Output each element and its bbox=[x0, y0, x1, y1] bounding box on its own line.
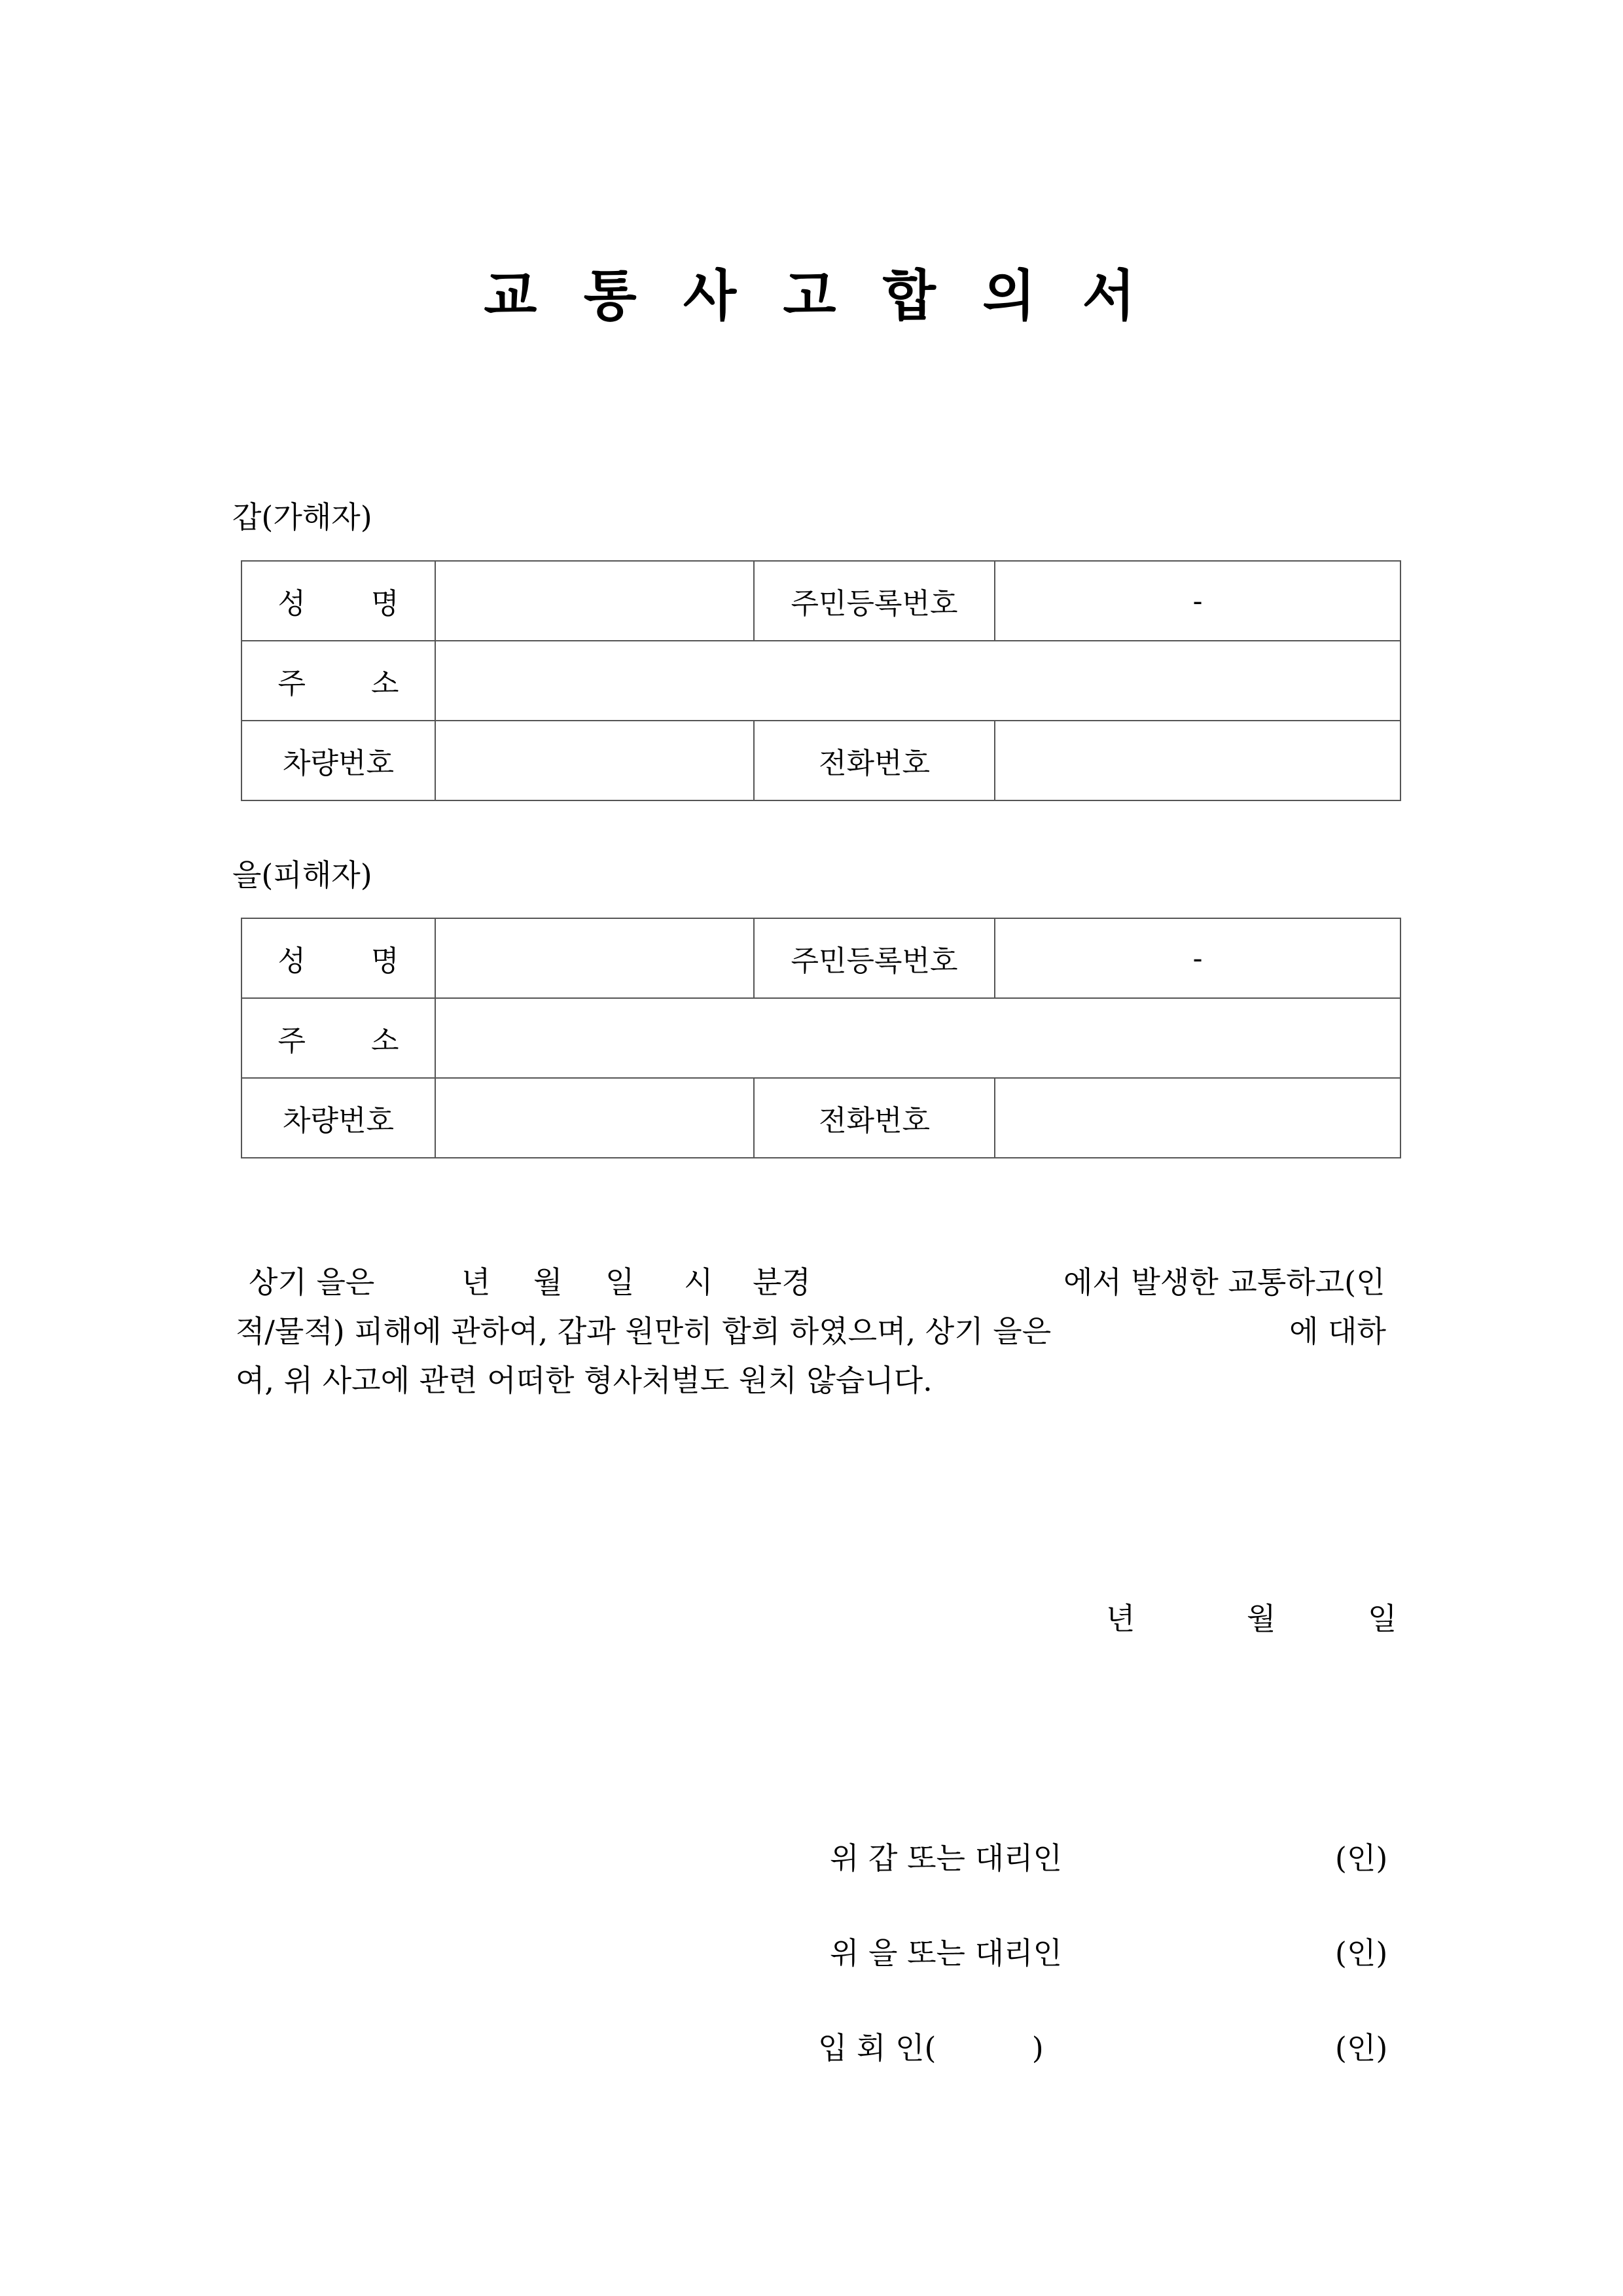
party-b-name-field[interactable] bbox=[435, 918, 754, 998]
signature-witness-label: 입 회 인( ) bbox=[818, 2030, 1044, 2066]
party-a-phone-label: 전화번호 bbox=[754, 721, 995, 800]
party-b-rrn-field[interactable]: - bbox=[995, 918, 1400, 998]
date-month: 월 bbox=[1247, 1601, 1276, 1636]
party-b-name-label-char2: 명 bbox=[371, 944, 399, 978]
party-b-phone-field[interactable] bbox=[995, 1078, 1400, 1158]
party-b-row-name bbox=[241, 918, 1400, 998]
statement-hour: 시 bbox=[684, 1265, 713, 1300]
statement-line1-part2: 에서 발생한 교통하고(인 bbox=[1063, 1265, 1385, 1300]
party-b-address-field[interactable] bbox=[435, 998, 1400, 1078]
statement-minute: 분경 bbox=[753, 1265, 811, 1300]
signature-party-b-label: 위 을 또는 대리인 bbox=[830, 1935, 1062, 1971]
date-year: 년 bbox=[1106, 1601, 1135, 1636]
party-b-row-vehicle bbox=[241, 1078, 1400, 1158]
party-a-phone-field[interactable] bbox=[995, 721, 1400, 800]
party-a-address-field[interactable] bbox=[435, 641, 1400, 721]
party-b-address-label bbox=[241, 998, 435, 1078]
statement-year: 년 bbox=[461, 1265, 491, 1300]
date-day: 일 bbox=[1368, 1601, 1397, 1636]
party-a-address-label-char2: 소 bbox=[371, 667, 399, 700]
signature-party-a-label: 위 갑 또는 대리인 bbox=[830, 1840, 1062, 1876]
statement-month: 월 bbox=[533, 1265, 563, 1300]
statement-line2-part2: 에 대하 bbox=[1289, 1314, 1386, 1349]
signature-witness-seal[interactable]: (인) bbox=[1335, 2030, 1388, 2066]
party-a-name-label-char2: 명 bbox=[371, 587, 399, 620]
party-b-rrn-label: 주민등록번호 bbox=[754, 918, 995, 998]
party-a-rrn-label: 주민등록번호 bbox=[754, 561, 995, 641]
party-b-vehicle-label: 차량번호 bbox=[241, 1078, 435, 1158]
party-b-table bbox=[241, 918, 1401, 1158]
party-a-label: 갑(가해자) bbox=[232, 499, 372, 535]
party-a-name-label-char1: 성 bbox=[277, 587, 306, 620]
party-a-name-label bbox=[241, 561, 435, 641]
party-a-row-address bbox=[241, 641, 1400, 721]
party-a-vehicle-label: 차량번호 bbox=[241, 721, 435, 800]
statement-line-1 bbox=[236, 1258, 1400, 1306]
party-b-vehicle-field[interactable] bbox=[435, 1078, 754, 1158]
party-a-rrn-field[interactable]: - bbox=[995, 561, 1400, 641]
party-b-address-label-char2: 소 bbox=[371, 1024, 399, 1058]
signature-party-a-seal[interactable]: (인) bbox=[1335, 1840, 1388, 1876]
party-a-address-label-char1: 주 bbox=[277, 667, 306, 700]
statement-line1-part1: 상기 을은 bbox=[249, 1265, 375, 1300]
party-b-row-address bbox=[241, 998, 1400, 1078]
document-title: 교 통 사 고 합 의 서 bbox=[484, 263, 1139, 328]
statement-line-2 bbox=[236, 1307, 1400, 1355]
party-a-row-vehicle bbox=[241, 721, 1400, 800]
party-a-vehicle-field[interactable] bbox=[435, 721, 754, 800]
statement-line2-part1: 적/물적) 피해에 관하여, 갑과 원만히 합희 하였으며, 상기 을은 bbox=[236, 1314, 1052, 1349]
statement-day: 일 bbox=[605, 1265, 635, 1300]
party-b-name-label-char1: 성 bbox=[277, 944, 306, 978]
party-b-name-label bbox=[241, 918, 435, 998]
signature-party-b-seal[interactable]: (인) bbox=[1335, 1935, 1388, 1971]
party-b-phone-label: 전화번호 bbox=[754, 1078, 995, 1158]
party-a-name-field[interactable] bbox=[435, 561, 754, 641]
party-a-table bbox=[241, 560, 1401, 801]
party-a-row-name bbox=[241, 561, 1400, 641]
party-b-address-label-char1: 주 bbox=[277, 1024, 306, 1058]
statement-line-3 bbox=[236, 1356, 1400, 1405]
party-a-address-label bbox=[241, 641, 435, 721]
party-b-label: 을(피해자) bbox=[232, 857, 372, 893]
statement-line3: 여, 위 사고에 관련 어떠한 형사처벌도 원치 않습니다. bbox=[236, 1363, 933, 1398]
